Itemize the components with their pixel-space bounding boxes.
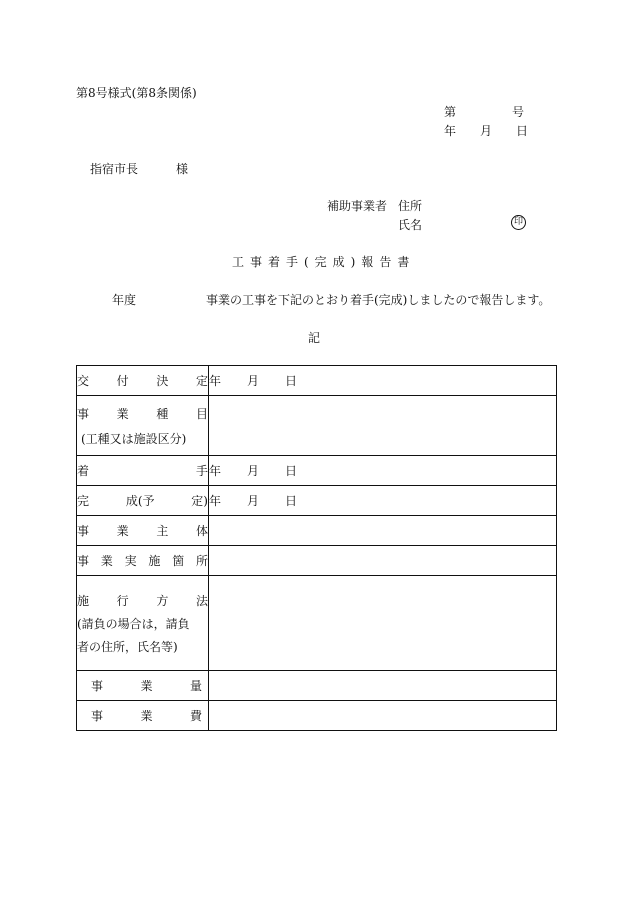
applicant-address-label: 住所 [398, 199, 423, 213]
applicant-name-label: 氏名 [398, 218, 423, 232]
table-row-project-owner [77, 516, 557, 546]
table-row-project-type [77, 396, 557, 456]
table-row-project-location [77, 546, 557, 576]
table-row-start [77, 456, 557, 486]
document-number-prefix: 第 [444, 105, 457, 119]
table-row-construction-method [77, 576, 557, 671]
project-type-value [209, 396, 557, 456]
report-date [444, 122, 528, 139]
label-start: 着 手 [77, 464, 208, 478]
label-project-owner: 事 業 主 体 [77, 524, 208, 538]
date-year: 年 [444, 124, 457, 138]
date-day: 日 [516, 124, 529, 138]
date-month: 月 [480, 124, 493, 138]
label-construction-method-sub1: (請負の場合は，請負 [77, 616, 190, 631]
ki-heading: 記 [308, 331, 321, 345]
applicant-role: 補助事業者 [327, 199, 388, 213]
project-owner-value [209, 516, 557, 546]
addressee [90, 160, 188, 177]
form-number: 第8号様式(第8条関係) [76, 86, 197, 100]
grant-decision-date: 年 月 日 [209, 366, 557, 396]
completion-date: 年 月 日 [209, 486, 557, 516]
document-title: 工事着手(完成)報告書 [232, 255, 416, 269]
label-construction-method: 施 行 方 法 [77, 593, 208, 608]
table-row-completion [77, 486, 557, 516]
label-project-volume: 事 業 量 [91, 679, 202, 693]
label-project-type-sub: (工種又は施設区分) [81, 431, 187, 446]
project-cost-value [209, 701, 557, 731]
label-project-cost: 事 業 費 [91, 709, 202, 723]
label-grant-decision: 交 付 決 定 [77, 374, 208, 388]
label-project-location: 事 業 実 施 箇 所 [77, 554, 208, 568]
label-construction-method-sub2: 者の住所，氏名等) [77, 639, 178, 654]
table-row-grant-decision [77, 366, 557, 396]
label-completion: 完 成(予 定) [77, 494, 208, 508]
fiscal-year-label: 年度 [112, 293, 137, 307]
construction-method-value [209, 576, 557, 671]
label-project-type: 事 業 種 目 [77, 406, 208, 421]
addressee-name: 指宿市長 [90, 162, 139, 176]
addressee-honorific: 様 [176, 162, 189, 176]
table-row-project-volume [77, 671, 557, 701]
report-table [76, 365, 557, 731]
report-statement: 事業の工事を下記のとおり着手(完成)しましたので報告します。 [206, 293, 551, 307]
project-location-value [209, 546, 557, 576]
start-date: 年 月 日 [209, 456, 557, 486]
document-number-suffix: 号 [512, 105, 525, 119]
seal-icon: 印 [511, 215, 526, 230]
table-row-project-cost [77, 701, 557, 731]
project-volume-value [209, 671, 557, 701]
